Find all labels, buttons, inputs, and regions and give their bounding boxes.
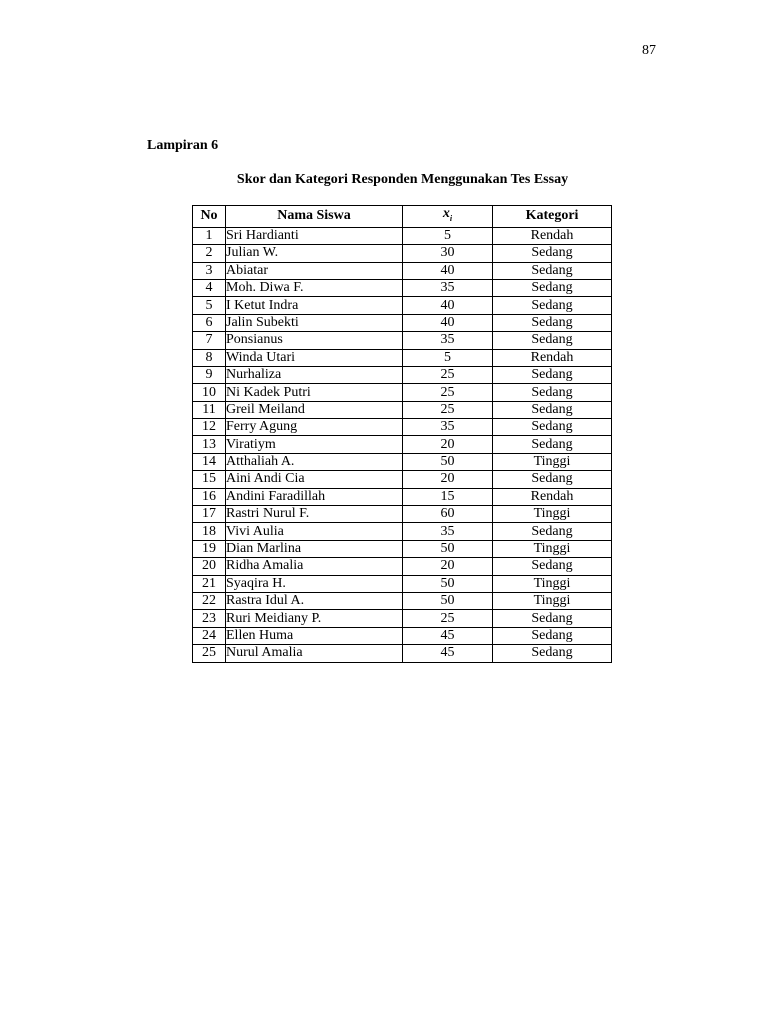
cell-category: Sedang <box>493 366 612 383</box>
cell-score: 40 <box>403 297 493 314</box>
score-category-table <box>192 205 612 663</box>
table-row <box>193 523 612 540</box>
cell-student-name: Moh. Diwa F. <box>226 279 403 296</box>
cell-student-name: Julian W. <box>226 245 403 262</box>
table-row <box>193 245 612 262</box>
cell-student-name: Andini Faradillah <box>226 488 403 505</box>
cell-score: 25 <box>403 384 493 401</box>
cell-no: 19 <box>193 540 226 557</box>
cell-category: Rendah <box>493 349 612 366</box>
header-score-symbol: x <box>442 206 450 221</box>
cell-student-name: Sri Hardianti <box>226 227 403 244</box>
table-title: Skor dan Kategori Responden Menggunakan Tes Essay <box>236 172 569 187</box>
cell-score: 50 <box>403 540 493 557</box>
table-row <box>193 366 612 383</box>
cell-score: 35 <box>403 523 493 540</box>
header-score <box>403 206 493 228</box>
table-row <box>193 593 612 610</box>
cell-category: Sedang <box>493 245 612 262</box>
cell-score: 25 <box>403 366 493 383</box>
cell-category: Sedang <box>493 558 612 575</box>
cell-student-name: Ponsianus <box>226 332 403 349</box>
cell-category: Sedang <box>493 645 612 662</box>
cell-category: Sedang <box>493 279 612 296</box>
cell-category: Sedang <box>493 262 612 279</box>
cell-category: Sedang <box>493 471 612 488</box>
table-row <box>193 540 612 557</box>
table-row <box>193 436 612 453</box>
cell-score: 35 <box>403 279 493 296</box>
cell-no: 18 <box>193 523 226 540</box>
table-row <box>193 384 612 401</box>
cell-score: 20 <box>403 558 493 575</box>
header-student-name: Nama Siswa <box>226 206 403 228</box>
cell-score: 60 <box>403 506 493 523</box>
cell-no: 9 <box>193 366 226 383</box>
cell-student-name: Ellen Huma <box>226 627 403 644</box>
cell-no: 10 <box>193 384 226 401</box>
cell-student-name: Ridha Amalia <box>226 558 403 575</box>
cell-no: 12 <box>193 419 226 436</box>
cell-student-name: Jalin Subekti <box>226 314 403 331</box>
cell-category: Sedang <box>493 297 612 314</box>
cell-student-name: Winda Utari <box>226 349 403 366</box>
table-row <box>193 314 612 331</box>
table-body <box>193 227 612 662</box>
cell-category: Tinggi <box>493 506 612 523</box>
cell-student-name: Syaqira H. <box>226 575 403 592</box>
cell-category: Sedang <box>493 384 612 401</box>
cell-category: Tinggi <box>493 540 612 557</box>
cell-category: Sedang <box>493 610 612 627</box>
table-row <box>193 297 612 314</box>
cell-no: 3 <box>193 262 226 279</box>
cell-score: 20 <box>403 436 493 453</box>
cell-category: Tinggi <box>493 453 612 470</box>
cell-student-name: Ferry Agung <box>226 419 403 436</box>
cell-student-name: Atthaliah A. <box>226 453 403 470</box>
cell-student-name: Viratiym <box>226 436 403 453</box>
table-row <box>193 506 612 523</box>
cell-score: 5 <box>403 227 493 244</box>
cell-no: 17 <box>193 506 226 523</box>
cell-score: 20 <box>403 471 493 488</box>
cell-student-name: Greil Meiland <box>226 401 403 418</box>
cell-score: 50 <box>403 593 493 610</box>
cell-student-name: Rastra Idul A. <box>226 593 403 610</box>
cell-no: 5 <box>193 297 226 314</box>
table-row <box>193 488 612 505</box>
cell-category: Sedang <box>493 401 612 418</box>
table-row <box>193 349 612 366</box>
table-row <box>193 227 612 244</box>
table-row <box>193 575 612 592</box>
cell-score: 40 <box>403 262 493 279</box>
cell-student-name: Nurhaliza <box>226 366 403 383</box>
cell-student-name: Dian Marlina <box>226 540 403 557</box>
cell-score: 40 <box>403 314 493 331</box>
cell-score: 35 <box>403 332 493 349</box>
cell-no: 14 <box>193 453 226 470</box>
cell-category: Sedang <box>493 314 612 331</box>
cell-score: 25 <box>403 610 493 627</box>
cell-no: 22 <box>193 593 226 610</box>
cell-student-name: Rastri Nurul F. <box>226 506 403 523</box>
cell-category: Sedang <box>493 332 612 349</box>
table-row <box>193 401 612 418</box>
cell-student-name: I Ketut Indra <box>226 297 403 314</box>
header-score-subscript: i <box>449 213 453 223</box>
cell-category: Tinggi <box>493 575 612 592</box>
cell-category: Rendah <box>493 488 612 505</box>
cell-no: 20 <box>193 558 226 575</box>
cell-score: 25 <box>403 401 493 418</box>
cell-student-name: Aini Andi Cia <box>226 471 403 488</box>
cell-student-name: Ruri Meidiany P. <box>226 610 403 627</box>
cell-score: 15 <box>403 488 493 505</box>
cell-no: 6 <box>193 314 226 331</box>
appendix-label: Lampiran 6 <box>147 138 219 153</box>
table-row <box>193 610 612 627</box>
cell-category: Sedang <box>493 419 612 436</box>
cell-no: 21 <box>193 575 226 592</box>
table-row <box>193 332 612 349</box>
cell-student-name: Abiatar <box>226 262 403 279</box>
cell-no: 7 <box>193 332 226 349</box>
cell-no: 8 <box>193 349 226 366</box>
cell-score: 35 <box>403 419 493 436</box>
cell-score: 5 <box>403 349 493 366</box>
cell-student-name: Ni Kadek Putri <box>226 384 403 401</box>
header-no: No <box>193 206 226 228</box>
table-header-row <box>193 206 612 228</box>
header-category: Kategori <box>493 206 612 228</box>
cell-category: Tinggi <box>493 593 612 610</box>
cell-no: 11 <box>193 401 226 418</box>
cell-score: 30 <box>403 245 493 262</box>
table-row <box>193 419 612 436</box>
cell-no: 24 <box>193 627 226 644</box>
cell-no: 16 <box>193 488 226 505</box>
cell-no: 1 <box>193 227 226 244</box>
table-row <box>193 453 612 470</box>
cell-no: 13 <box>193 436 226 453</box>
table-row <box>193 645 612 662</box>
cell-category: Sedang <box>493 436 612 453</box>
cell-no: 23 <box>193 610 226 627</box>
cell-score: 50 <box>403 575 493 592</box>
cell-score: 50 <box>403 453 493 470</box>
cell-category: Sedang <box>493 627 612 644</box>
cell-no: 4 <box>193 279 226 296</box>
cell-student-name: Nurul Amalia <box>226 645 403 662</box>
page-number: 87 <box>642 43 656 58</box>
cell-no: 15 <box>193 471 226 488</box>
cell-score: 45 <box>403 645 493 662</box>
cell-no: 2 <box>193 245 226 262</box>
table-row <box>193 262 612 279</box>
table-row <box>193 471 612 488</box>
table-row <box>193 279 612 296</box>
cell-category: Sedang <box>493 523 612 540</box>
cell-no: 25 <box>193 645 226 662</box>
table-row <box>193 558 612 575</box>
table-row <box>193 627 612 644</box>
cell-student-name: Vivi Aulia <box>226 523 403 540</box>
cell-category: Rendah <box>493 227 612 244</box>
cell-score: 45 <box>403 627 493 644</box>
